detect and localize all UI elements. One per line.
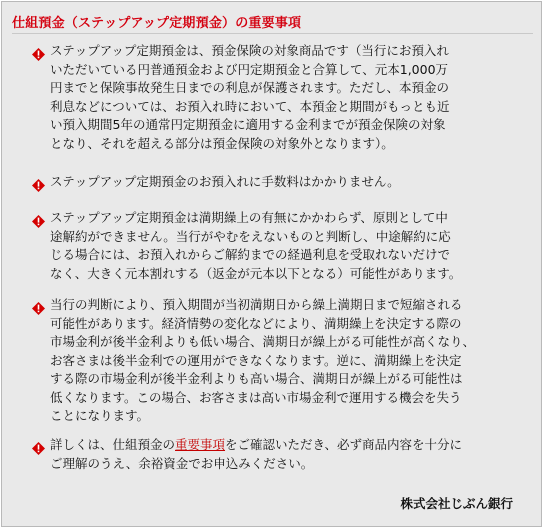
notice-line: じる場合には、お預入れからご解約までの経過利息を受取れないだけで [50,247,451,262]
warning-icon [32,442,45,455]
notice-item-maturity-advance [50,296,530,426]
notice-line: なく、大きく元本割れする（返金が元本以下となる）可能性があります。 [50,265,462,281]
notice-line: ご理解のうえ、余裕資金でお申込みください。 [50,455,314,471]
notice-line: 当行の判断により、預入期間が当初満期日から繰上満期日まで短縮される [50,297,463,312]
notice-line: 市場金利が後半金利よりも低い場合、満期日が繰上がる可能性が高くなり、 [50,334,476,349]
notice-line: 途解約ができません。当行がやむをえないものと判断し、中途解約に応 [50,228,451,244]
warning-icon [32,215,45,228]
notice-line: する際の市場金利が後半金利よりも高い場合、満期日が繰上がる可能性は [50,371,463,386]
warning-icon [32,302,45,315]
notice-line [50,436,530,455]
notice-line: 円までと保険事故発生日までの利息が保護されます。ただし、本預金の [50,80,450,95]
notice-line: い預入期間5年の通常円定期預金に適用する金利までが預金保険の対象 [50,117,446,132]
notice-item-early-cancellation [50,209,530,283]
company-name: 株式会社じぶん銀行 [400,496,513,511]
notice-line: 低くなります。この場合、お客さまは高い市場金利で運用する機会を失う [50,389,462,405]
notice-text: をご確認いただき、必ず商品内容を十分に [225,437,463,452]
warning-icon [32,179,45,192]
notice-item-fees [50,173,530,192]
notice-line: いただいている円普通預金および円定期預金と合算して、元本1,000万 [50,61,449,77]
notice-line: 可能性があります。経済情勢の変化などにより、満期繰上を決定する際の [50,315,462,331]
notice-item-deposit-insurance [50,42,530,153]
notice-line: となり、それを超える部分は預金保険の対象外となります）。 [50,135,394,151]
notice-line: お客さまは後半金利での運用ができなくなります。逆に、満期繰上を決定 [50,352,462,368]
notice-line: ステップアップ定期預金のお預入れに手数料はかかりません。 [50,174,400,189]
notice-line: ステップアップ定期預金は、預金保険の対象商品です（当行にお預入れ [50,43,449,58]
important-matters-link[interactable]: 重要事項 [175,437,226,452]
page-title: 仕組預金（ステップアップ定期預金）の重要事項 [12,16,302,31]
notice-line: ステップアップ定期預金は満期繰上の有無にかかわらず、原則として中 [50,210,448,225]
warning-icon [32,48,45,61]
title-divider [12,33,533,34]
notice-line: 利息などについては、お預入れ時において、本預金と期間がもっとも近 [50,98,450,114]
important-notes-panel [1,1,542,527]
notice-item-details [50,436,530,473]
notice-text: 詳しくは、仕組預金の [50,437,176,452]
notice-line: ことになります。 [50,408,150,423]
